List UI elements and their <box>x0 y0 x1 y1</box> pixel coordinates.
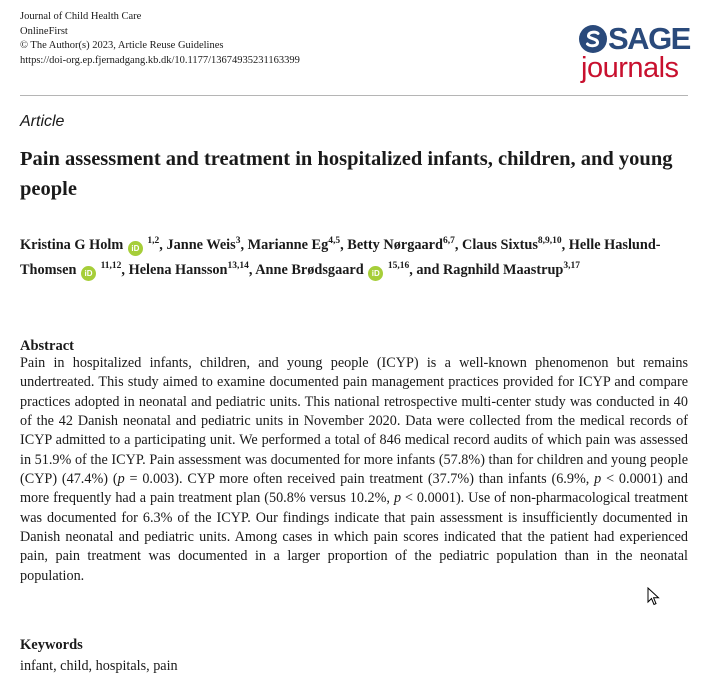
doi-link[interactable]: https://doi-org.ep.fjernadgang.kb.dk/10.1177/13674935231163399 <box>20 54 300 66</box>
author-name[interactable]: Betty Nørgaard <box>347 237 443 253</box>
journal-meta <box>20 10 300 68</box>
author-separator: , and <box>409 262 443 278</box>
journals-text: journals <box>581 52 679 84</box>
italic-p-value: p <box>594 471 602 488</box>
author-separator: , <box>159 237 167 253</box>
journal-status: OnlineFirst <box>20 25 68 37</box>
affiliation-superscript[interactable]: 1,2 <box>147 236 160 246</box>
affiliation-superscript[interactable]: 3,17 <box>563 261 580 271</box>
italic-p-value: p <box>117 471 125 488</box>
affiliation-superscript[interactable]: 4,5 <box>328 236 341 246</box>
sage-wordmark <box>578 22 690 56</box>
author-name[interactable]: Anne Brødsgaard <box>255 262 364 278</box>
header-divider <box>20 95 688 96</box>
orcid-icon[interactable]: iD <box>81 266 96 281</box>
affiliation-superscript[interactable]: 8,9,10 <box>537 236 562 246</box>
affiliation-superscript[interactable]: 13,14 <box>227 261 249 271</box>
keywords-heading: Keywords <box>20 637 83 653</box>
article-type-label: Article <box>20 113 65 130</box>
affiliation-superscript[interactable]: 11,12 <box>100 261 122 271</box>
mouse-pointer-icon <box>647 587 661 607</box>
author-name[interactable]: Kristina G Holm <box>20 237 124 253</box>
author-name[interactable]: Helle Haslund-Thomsen <box>20 237 661 278</box>
author-separator: , <box>248 262 256 278</box>
article-title: Pain assessment and treatment in hospitalized infants, children, and young people <box>20 148 673 200</box>
author-separator: , <box>454 237 462 253</box>
author-separator: , <box>340 237 348 253</box>
abstract-segment: < 0.0001). Use of non-pharmacological treatment was documented for 6.3% of the ICYP. Our findings indicate that pain assessment is insufficiently documented in Danish neonatal and pediatric units. Among cases in which pain scores indicated that the patient had experienced pain, pain treatment was documented in a larger proportion of the pediatric population than in the neonatal population. <box>20 490 688 584</box>
abstract-segment: = 0.003). CYP more often received pain treatment (37.7%) than infants (6.9%, <box>124 471 595 488</box>
orcid-icon[interactable]: iD <box>128 241 143 256</box>
italic-p-value: p <box>393 490 402 507</box>
journal-name: Journal of Child Health Care <box>20 11 142 22</box>
abstract-segment: Pain in hospitalized infants, children, and young people (ICYP) is a well-known phenomenon but remains undertreated. This study aimed to examine documented pain management practices provided for ICYP and compare practices adopted in neonatal and pediatric units. This national retrospective multi-center study was conducted in 40 of the 42 Danish neonatal and pediatric units in November 2020. Data were collected from the medical records of ICYP admitted to a participating unit. We performed a total of 846 medical record audits of which pain was assessed in 51.9% of the ICYP. Pain assessment was documented for more infants (57.8%) than for children and young people (CYP) (47.4%) ( <box>20 355 688 488</box>
abstract-segment: < 0.0001) and more frequently had a pain treatment plan (50.8% versus 10.2%, <box>20 471 688 507</box>
abstract-heading: Abstract <box>20 338 74 354</box>
affiliation-superscript[interactable]: 15,16 <box>387 261 410 271</box>
author-separator: , <box>561 237 569 253</box>
author-name[interactable]: Janne Weis <box>166 237 236 253</box>
sage-journals-logo[interactable] <box>578 22 696 86</box>
orcid-icon[interactable]: iD <box>368 266 383 281</box>
author-list <box>20 233 710 283</box>
author-name[interactable]: Ragnhild Maastrup <box>442 262 564 278</box>
author-separator: , <box>121 262 129 278</box>
author-name[interactable]: Marianne Eg <box>247 237 329 253</box>
sage-text: SAGE <box>608 21 690 56</box>
affiliation-superscript[interactable]: 3 <box>235 236 241 246</box>
abstract-text <box>20 354 688 586</box>
author-name[interactable]: Claus Sixtus <box>462 237 538 253</box>
sage-s-circle-icon <box>578 24 608 54</box>
copyright-line[interactable]: © The Author(s) 2023, Article Reuse Guidelines <box>20 40 224 51</box>
author-separator: , <box>240 237 248 253</box>
author-name[interactable]: Helena Hansson <box>128 262 228 278</box>
keywords-list: infant, child, hospitals, pain <box>20 658 178 674</box>
affiliation-superscript[interactable]: 6,7 <box>442 236 455 246</box>
